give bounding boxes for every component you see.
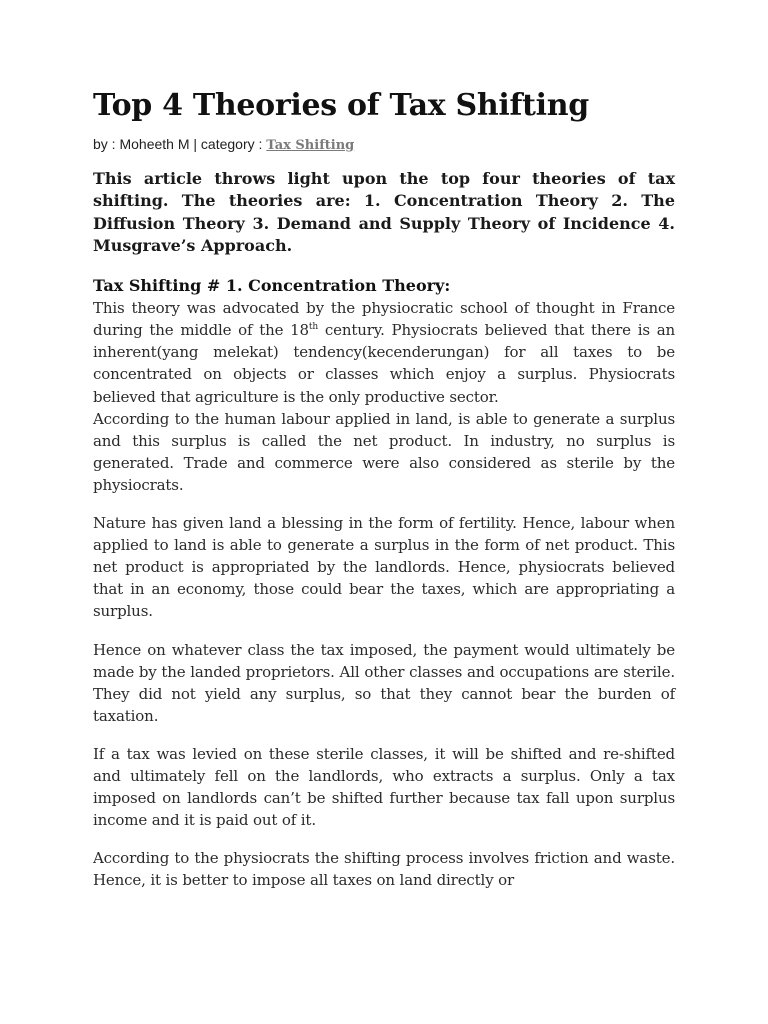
paragraph: According to the physiocrats the shifting process involves friction and waste. Hence, it is better to impose all taxes on land directly or	[93, 849, 675, 890]
paragraph: Hence on whatever class the tax imposed, the payment would ultimately be made by the landed proprietors. All other classes and occupations are sterile. They did not yield any surplus, so that they cannot bear the burden of taxation.	[93, 640, 675, 725]
paragraph-text: century. Physiocrats believed that there is an inherent(yang melekat) tendency(kecenderungan) for all taxes to be concentrated on objects or classes which enjoy a surplus. Physiocrats believed that agriculture is the only productive sector.	[93, 321, 675, 406]
paragraph: Nature has given land a blessing in the form of fertility. Hence, labour when applied to land is able to generate a surplus in the form of net product. This net product is appropriated by the landlords. Hence, physiocrats believed that in an economy, those could bear the taxes, which are appropriating a surplus.	[93, 514, 675, 621]
paragraph: According to the human labour applied in land, is able to generate a surplus and this surplus is called the net product. In industry, no surplus is generated. Trade and commerce were also considered as sterile by the physiocrats.	[93, 409, 675, 494]
category-link[interactable]: Tax Shifting	[266, 138, 355, 153]
paragraph	[93, 297, 675, 407]
paragraph: If a tax was levied on these sterile classes, it will be shifted and re-shifted and ultimately fell on the landlords, who extracts a surplus. Only a tax imposed on landlords can’t be shifted further because tax fall upon surplus income and it is paid out of it.	[93, 744, 675, 830]
ordinal-superscript: th	[308, 322, 319, 333]
section-heading: Tax Shifting # 1. Concentration Theory:	[93, 276, 451, 296]
article	[93, 86, 675, 891]
article-title: Top 4 Theories of Tax Shifting	[93, 88, 589, 123]
article-intro: This article throws light upon the top four theories of tax shifting. The theories are: 1. Concentration Theory 2. The Diffusion Theory 3. Demand and Supply Theory of Incidence 4. Musgrave’s Approach.	[93, 169, 675, 255]
byline	[93, 134, 675, 156]
paragraph-text: This theory was advocated by the physiocratic school of thought in France during the middle of the 18	[93, 299, 675, 340]
byline-text: by : Moheeth M | category :	[93, 136, 267, 152]
